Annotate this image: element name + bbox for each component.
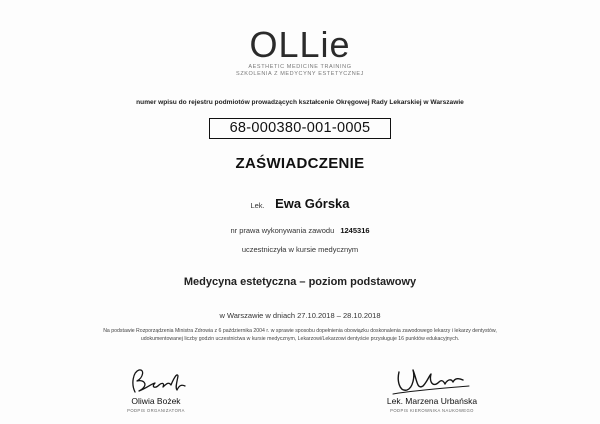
registry-line: numer wpisu do rejestru podmiotów prowadzących kształcenie Okręgowej Rady Lekarskiej w Warszawie (136, 99, 464, 106)
registry-number-wrap (0, 118, 600, 139)
director-name: Lek. Marzena Urbańska (386, 396, 478, 406)
organizer-name: Oliwia Bożek (131, 396, 181, 406)
course-dates: w Warszawie w dniach 27.10.2018 – 28.10.2018 (219, 311, 381, 320)
logo-tagline-1: AESTHETIC MEDICINE TRAINING (248, 64, 352, 70)
participation-text: uczestniczyła w kursie medycznym (241, 245, 359, 254)
recipient-name: Ewa Górska (275, 196, 350, 211)
director-role: PODPIS KIEROWNIKA NAUKOWEGO (390, 408, 474, 413)
legal-note-line-2: udokumentowanej liczby godzin uczestnictwa w kursie medycznym, Lekarzowi/Lekarzowi dentyście przysługuje 16 punktów edukacyjnych. (140, 336, 460, 342)
signature-scientific-director (332, 366, 532, 413)
license-label: nr prawa wykonywania zawodu (230, 226, 335, 235)
course-title: Medycyna estetyczna – poziom podstawowy (183, 276, 417, 288)
registry-number-box: 68-000380-001-0005 (209, 118, 392, 139)
license-number: 1245316 (340, 226, 370, 235)
recipient-line (0, 195, 600, 213)
legal-note-line-1: Na podstawie Rozporządzenia Ministra Zdrowia z 6 października 2004 r. w sprawie sposobu dopełnienia obowiązku doskonalenia zawodowego lekarzy i lekarzy dentystów, (103, 328, 497, 334)
legal-note (60, 327, 540, 343)
logo-tagline-2: SZKOLENIA Z MEDYCYNY ESTETYCZNEJ (236, 71, 364, 77)
signature-director-image (387, 366, 477, 398)
license-line (0, 226, 600, 235)
certificate-title: ZAŚWIADCZENIE (235, 155, 365, 172)
logo-block (0, 26, 600, 78)
ollie-logo: OLLie (249, 24, 351, 65)
signature-organizer (66, 366, 246, 413)
signature-organizer-image (121, 366, 191, 398)
recipient-prefix: Lek. (250, 201, 265, 210)
organizer-role: PODPIS ORGANIZATORA (127, 408, 185, 413)
